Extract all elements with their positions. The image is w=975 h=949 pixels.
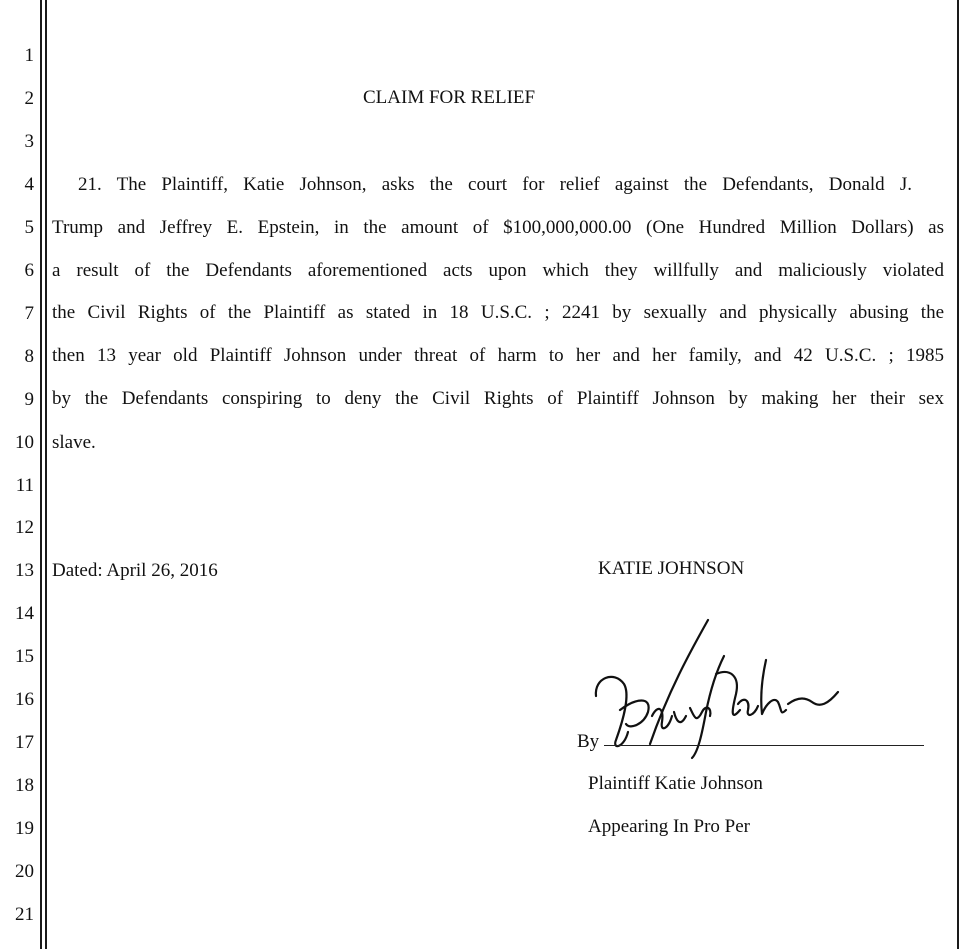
- signer-name: KATIE JOHNSON: [598, 558, 745, 579]
- paragraph-line-4: the Civil Rights of the Plaintiff as stated in 18 U.S.C. ; 2241 by sexually and physically abusing the: [52, 302, 944, 323]
- signature-line: [604, 745, 924, 746]
- line-number: 21: [15, 904, 34, 925]
- handwritten-signature: [590, 612, 850, 762]
- line-number: 6: [24, 259, 34, 281]
- by-label: By: [577, 731, 600, 752]
- line-number: 13: [15, 560, 34, 582]
- paragraph-line-5: then 13 year old Plaintiff Johnson under threat of harm to her and her family, and 42 U.S.C. ; 1985: [52, 345, 944, 366]
- paragraph-line-7: slave.: [52, 432, 96, 453]
- signer-title: Plaintiff Katie Johnson: [588, 773, 763, 794]
- paragraph-line-1: 21. The Plaintiff, Katie Johnson, asks the court for relief against the Defendants, Donald J.: [78, 174, 912, 195]
- signer-status: Appearing In Pro Per: [588, 816, 750, 837]
- line-number: 7: [24, 302, 34, 324]
- line-number: 17: [15, 732, 34, 754]
- line-number: 9: [24, 388, 34, 410]
- line-number: 2: [24, 87, 34, 109]
- margin-rule-inner-left: [45, 0, 47, 949]
- line-number: 20: [15, 861, 34, 883]
- line-number: 10: [15, 431, 34, 453]
- line-number: 5: [24, 216, 34, 238]
- paragraph-line-3: a result of the Defendants aforementioned acts upon which they willfully and maliciously violated: [52, 260, 944, 281]
- line-number: 15: [15, 646, 34, 668]
- line-number: 19: [15, 818, 34, 840]
- line-number: 4: [24, 173, 34, 195]
- line-number: 16: [15, 689, 34, 711]
- margin-rule-outer-left: [40, 0, 42, 949]
- line-number: 11: [15, 474, 34, 496]
- line-number: 3: [24, 130, 34, 152]
- line-number: 1: [24, 45, 34, 66]
- paragraph-line-2: Trump and Jeffrey E. Epstein, in the amount of $100,000,000.00 (One Hundred Million Dollars) as: [52, 217, 944, 238]
- paragraph-line-6: by the Defendants conspiring to deny the Civil Rights of Plaintiff Johnson by making her their sex: [52, 388, 944, 409]
- line-number: 18: [15, 775, 34, 797]
- line-number: 14: [15, 603, 34, 625]
- dated-line: Dated: April 26, 2016: [52, 560, 218, 581]
- line-number: 12: [15, 517, 34, 539]
- claim-heading: CLAIM FOR RELIEF: [363, 87, 536, 108]
- line-number: 8: [24, 345, 34, 367]
- margin-rule-right: [957, 0, 959, 949]
